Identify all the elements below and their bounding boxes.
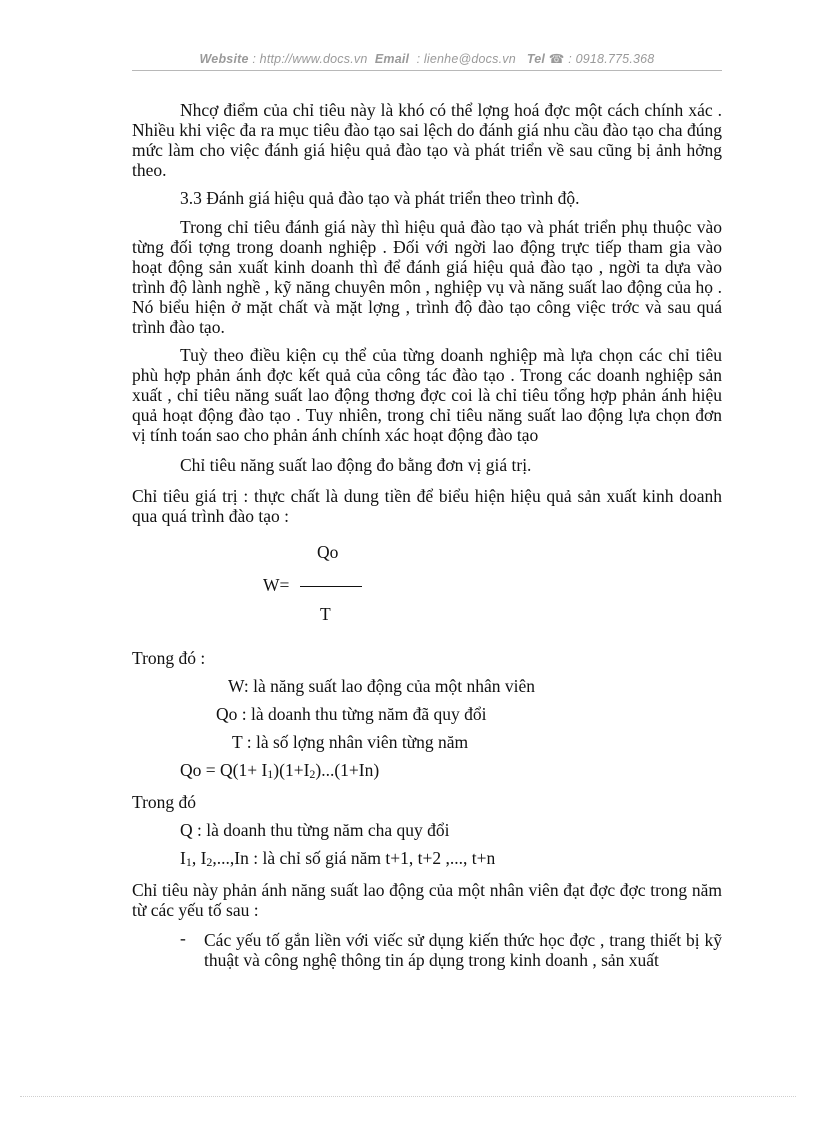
website-url: : http://www.docs.vn xyxy=(252,52,368,66)
formula-numerator: Qo xyxy=(317,542,339,562)
paragraph-disadvantage: Nhcợ điểm của chỉ tiêu này là khó có thể lợng hoá đợc một cách chính xác . Nhiều khi việc đa ra mục tiêu đào tạo sai lệch do đánh giá nhu cầu đào tạo cha đúng mức làm cho việc đánh giá hiệu quả đào tạo và phát triển về sau cũng bị ảnh hởng theo. xyxy=(132,100,722,180)
definitions2-intro: Trong đó xyxy=(132,792,197,812)
bullet-item xyxy=(132,930,722,970)
paragraph-value-indicator: Chỉ tiêu giá trị : thực chất là dung tiền để biểu hiện hiệu quả sản xuất kinh doanh qua quá trình đào tạo : xyxy=(132,486,722,526)
footer-divider xyxy=(20,1096,796,1097)
paragraph-productivity: Chỉ tiêu năng suất lao động đo bằng đơn vị giá trị. xyxy=(180,455,532,475)
website-label: Website xyxy=(199,52,249,66)
tel-label: Tel xyxy=(526,52,546,66)
fraction-bar xyxy=(300,586,362,587)
email-label: Email xyxy=(374,52,410,66)
definition-q: Q : là doanh thu từng năm cha quy đổi xyxy=(180,820,450,840)
definitions-intro: Trong đó : xyxy=(132,648,206,668)
section-heading: 3.3 Đánh giá hiệu quả đào tạo và phát triển theo trình độ. xyxy=(180,188,580,208)
paragraph-criteria: Tuỳ theo điều kiện cụ thể của từng doanh nghiệp mà lựa chọn các chỉ tiêu phù hợp phản ánh đợc kết quả của công tác đào tạo . Trong các doanh nghiệp sản xuất , chỉ tiêu năng suất lao động thơng đợc coi là chỉ tiêu tổng hợp phản ánh hiệu quả hoạt động đào tạo . Tuy nhiên, trong chỉ tiêu năng suất lao động lựa chọn đơn vị tính toán sao cho phản ánh chính xác hoạt động đào tạo xyxy=(132,345,722,445)
definition-qo: Qo : là doanh thu từng năm đã quy đổi xyxy=(216,704,487,724)
document-body xyxy=(132,100,722,970)
bullet-marker: - xyxy=(180,928,186,948)
bullet-text: Các yếu tố gắn liền với viếc sử dụng kiến thức học đợc , trang thiết bị kỹ thuật và công nghệ thông tin áp dụng trong kinh doanh , sản xuất xyxy=(204,930,722,970)
paragraph-evaluation: Trong chỉ tiêu đánh giá này thì hiệu quả đào tạo và phát triển phụ thuộc vào từng đối tợng trong doanh nghiệp . Đối với ngời lao động trực tiếp tham gia vào hoạt động sản xuất kinh doanh thì để đánh giá hiệu quả đào tạo , ngời ta dựa vào trình độ lành nghề , kỹ năng chuyên môn , nghiệp vụ và năng suất lao động của họ . Nó biểu hiện ở mặt chất và mặt lợng , trình độ đào tạo công việc trớc và sau quá trình đào tạo. xyxy=(132,217,722,337)
formula-lhs: W= xyxy=(263,575,290,595)
tel-number: : 0918.775.368 xyxy=(568,52,655,66)
definitions-block xyxy=(132,644,722,876)
formula-denominator: T xyxy=(320,604,331,624)
qo-formula: Qo = Q(1+ I1)(1+I2)...(1+In) xyxy=(180,760,380,781)
page-header xyxy=(132,51,722,66)
definition-t: T : là số lợng nhân viên từng năm xyxy=(232,732,469,752)
header-divider xyxy=(132,70,722,71)
definition-index: I1, I2,...,In : là chỉ số giá năm t+1, t+2 ,..., t+n xyxy=(180,848,496,869)
formula-w xyxy=(132,542,722,638)
paragraph-closing: Chỉ tiêu này phản ánh năng suất lao động của một nhân viên đạt đợc đợc trong năm từ các yếu tố sau : xyxy=(132,880,722,920)
telephone-icon: ☎ xyxy=(548,52,565,66)
definition-w: W: là năng suất lao động của một nhân viên xyxy=(228,676,535,696)
email-address: : lienhe@docs.vn xyxy=(416,52,516,66)
